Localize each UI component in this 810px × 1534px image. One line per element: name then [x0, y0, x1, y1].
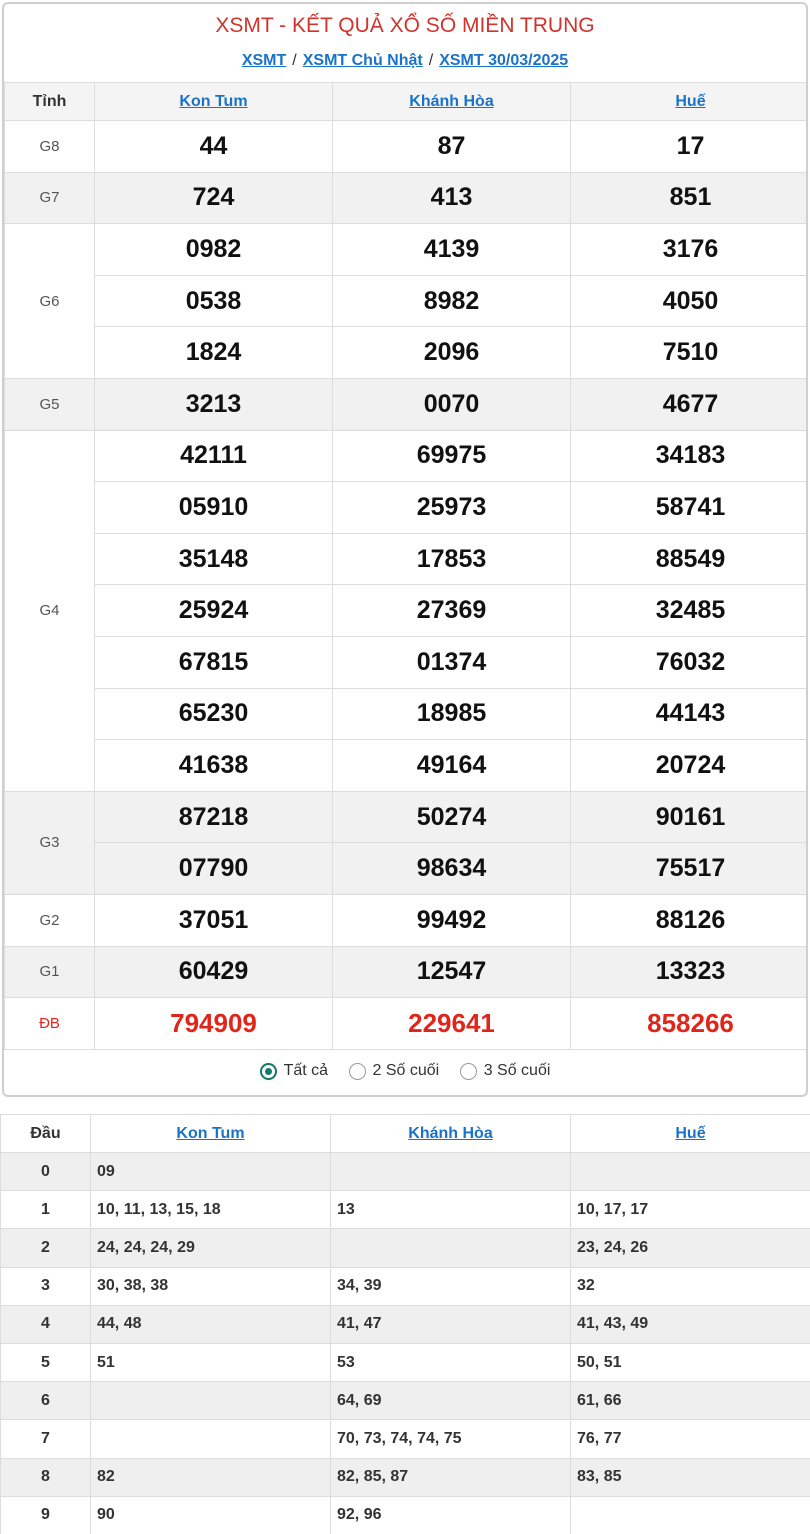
- filter-option-last-2[interactable]: [349, 1062, 440, 1080]
- prize-number: 8982: [333, 275, 571, 327]
- prize-number: 05910: [95, 482, 333, 534]
- prize-number: 35148: [95, 533, 333, 585]
- prize-number: 99492: [333, 894, 571, 946]
- loto-row: [1, 1267, 810, 1305]
- prize-number: 4050: [571, 275, 809, 327]
- filter-option-label: 2 Số cuối: [372, 1062, 440, 1079]
- prize-number: 4139: [333, 224, 571, 276]
- prize-row: [5, 327, 809, 379]
- prize-number: 851: [571, 172, 809, 224]
- prize-label: G7: [5, 172, 95, 224]
- province-link-hue[interactable]: Huế: [675, 92, 706, 110]
- breadcrumb: [4, 52, 806, 70]
- prize-number: 3176: [571, 224, 809, 276]
- loto-province-link-khanh-hoa[interactable]: Khánh Hòa: [408, 1124, 493, 1142]
- loto-values: [331, 1229, 571, 1267]
- loto-values: 10, 11, 13, 15, 18: [91, 1191, 331, 1229]
- prize-number: 88126: [571, 894, 809, 946]
- loto-values: 30, 38, 38: [91, 1267, 331, 1305]
- prize-number: 65230: [95, 688, 333, 740]
- filter-option-all[interactable]: [260, 1062, 328, 1080]
- breadcrumb-separator: /: [292, 52, 297, 69]
- loto-row: [1, 1343, 810, 1381]
- prize-number: 4677: [571, 378, 809, 430]
- results-body: [5, 121, 809, 1050]
- prize-number: 18985: [333, 688, 571, 740]
- prize-label: G4: [5, 430, 95, 791]
- loto-values: 64, 69: [331, 1382, 571, 1420]
- loto-row: [1, 1191, 810, 1229]
- prize-row: [5, 121, 809, 173]
- loto-values: 32: [571, 1267, 810, 1305]
- loto-values: 76, 77: [571, 1420, 810, 1458]
- breadcrumb-separator: /: [428, 52, 434, 69]
- prize-row: [5, 224, 809, 276]
- prize-row: [5, 894, 809, 946]
- prize-number: 58741: [571, 482, 809, 534]
- loto-values: 13: [331, 1191, 571, 1229]
- loto-values: [571, 1153, 810, 1191]
- loto-row: [1, 1496, 810, 1534]
- loto-values: 41, 43, 49: [571, 1305, 810, 1343]
- loto-values: 50, 51: [571, 1343, 810, 1381]
- loto-values: 83, 85: [571, 1458, 810, 1496]
- province-header: [91, 1115, 331, 1153]
- prize-number: 37051: [95, 894, 333, 946]
- loto-head-digit: 5: [1, 1343, 91, 1381]
- prize-number: 69975: [333, 430, 571, 482]
- filter-option-last-3[interactable]: [460, 1062, 551, 1080]
- prize-label: G2: [5, 894, 95, 946]
- loto-values: [91, 1420, 331, 1458]
- breadcrumb-date-link[interactable]: XSMT 30/03/2025: [439, 52, 569, 69]
- loto-values: 24, 24, 24, 29: [91, 1229, 331, 1267]
- results-card: [2, 2, 808, 1097]
- results-header-row: [5, 83, 809, 121]
- prize-number: 87: [333, 121, 571, 173]
- loto-row: [1, 1382, 810, 1420]
- breadcrumb-weekday-link[interactable]: XSMT Chủ Nhật: [302, 52, 423, 69]
- prize-row: [5, 843, 809, 895]
- prize-number: 2096: [333, 327, 571, 379]
- prize-number: 49164: [333, 740, 571, 792]
- prize-number: 25924: [95, 585, 333, 637]
- loto-row: [1, 1153, 810, 1191]
- prize-number: 44: [95, 121, 333, 173]
- prize-number: 50274: [333, 791, 571, 843]
- filter-option-label: Tất cả: [283, 1062, 329, 1079]
- prize-number: 794909: [95, 998, 333, 1050]
- loto-row: [1, 1229, 810, 1267]
- province-header: [331, 1115, 571, 1153]
- prize-number: 0982: [95, 224, 333, 276]
- prize-number: 20724: [571, 740, 809, 792]
- prize-number: 32485: [571, 585, 809, 637]
- loto-values: 82, 85, 87: [331, 1458, 571, 1496]
- results-table: [4, 82, 808, 1050]
- loto-province-link-hue[interactable]: Huế: [675, 1124, 706, 1142]
- prize-number: 12547: [333, 946, 571, 998]
- loto-body: [1, 1153, 810, 1534]
- province-header: [571, 83, 809, 121]
- prize-number: 60429: [95, 946, 333, 998]
- prize-number: 858266: [571, 998, 809, 1050]
- loto-values: [331, 1153, 571, 1191]
- loto-values: 51: [91, 1343, 331, 1381]
- prize-number: 42111: [95, 430, 333, 482]
- province-label-header: Tỉnh: [5, 83, 95, 121]
- prize-row: [5, 636, 809, 688]
- loto-values: 34, 39: [331, 1267, 571, 1305]
- prize-number: 07790: [95, 843, 333, 895]
- breadcrumb-xsmt-link[interactable]: XSMT: [241, 52, 287, 69]
- prize-number: 413: [333, 172, 571, 224]
- prize-number: 17: [571, 121, 809, 173]
- prize-number: 88549: [571, 533, 809, 585]
- loto-values: [91, 1382, 331, 1420]
- loto-head-digit: 3: [1, 1267, 91, 1305]
- loto-row: [1, 1305, 810, 1343]
- loto-values: 44, 48: [91, 1305, 331, 1343]
- prize-number: 25973: [333, 482, 571, 534]
- loto-values: [571, 1496, 810, 1534]
- prize-number: 76032: [571, 636, 809, 688]
- prize-number: 13323: [571, 946, 809, 998]
- loto-head-digit: 4: [1, 1305, 91, 1343]
- loto-values: 53: [331, 1343, 571, 1381]
- loto-head-digit: 7: [1, 1420, 91, 1458]
- prize-row: [5, 533, 809, 585]
- prize-row: [5, 946, 809, 998]
- prize-number: 87218: [95, 791, 333, 843]
- loto-head-digit: 2: [1, 1229, 91, 1267]
- prize-number: 75517: [571, 843, 809, 895]
- digit-filter: [4, 1062, 806, 1085]
- prize-number: 67815: [95, 636, 333, 688]
- loto-head-label: Đầu: [1, 1115, 91, 1153]
- page-title: XSMT - KẾT QUẢ XỔ SỐ MIỀN TRUNG: [215, 14, 595, 37]
- loto-province-link-kon-tum[interactable]: Kon Tum: [176, 1124, 245, 1142]
- loto-row: [1, 1420, 810, 1458]
- prize-label: G3: [5, 791, 95, 894]
- loto-values: 92, 96: [331, 1496, 571, 1534]
- prize-number: 1824: [95, 327, 333, 379]
- prize-number: 27369: [333, 585, 571, 637]
- loto-head-digit: 8: [1, 1458, 91, 1496]
- prize-number: 17853: [333, 533, 571, 585]
- loto-header-row: [1, 1115, 810, 1153]
- province-header: [95, 83, 333, 121]
- prize-row: [5, 791, 809, 843]
- prize-number: 7510: [571, 327, 809, 379]
- prize-label: G6: [5, 224, 95, 379]
- prize-label: G1: [5, 946, 95, 998]
- loto-values: 41, 47: [331, 1305, 571, 1343]
- prize-number: 229641: [333, 998, 571, 1050]
- loto-values: 23, 24, 26: [571, 1229, 810, 1267]
- prize-row: [5, 688, 809, 740]
- province-header: [571, 1115, 810, 1153]
- loto-values: 09: [91, 1153, 331, 1191]
- prize-number: 98634: [333, 843, 571, 895]
- prize-row: [5, 275, 809, 327]
- loto-head-digit: 0: [1, 1153, 91, 1191]
- prize-row: [5, 482, 809, 534]
- prize-row: [5, 378, 809, 430]
- prize-number: 0070: [333, 378, 571, 430]
- prize-label: G8: [5, 121, 95, 173]
- prize-number: 41638: [95, 740, 333, 792]
- loto-head-table: [0, 1114, 810, 1534]
- radio-selected-icon[interactable]: [260, 1063, 277, 1080]
- prize-number: 3213: [95, 378, 333, 430]
- radio-icon[interactable]: [460, 1063, 477, 1080]
- filter-option-label: 3 Số cuối: [483, 1062, 551, 1079]
- loto-values: 70, 73, 74, 74, 75: [331, 1420, 571, 1458]
- prize-number: 44143: [571, 688, 809, 740]
- province-link-kon-tum[interactable]: Kon Tum: [179, 92, 248, 110]
- prize-row: [5, 430, 809, 482]
- prize-number: 34183: [571, 430, 809, 482]
- loto-head-digit: 1: [1, 1191, 91, 1229]
- loto-values: 90: [91, 1496, 331, 1534]
- loto-values: 10, 17, 17: [571, 1191, 810, 1229]
- loto-head-digit: 6: [1, 1382, 91, 1420]
- prize-number: 724: [95, 172, 333, 224]
- loto-values: 61, 66: [571, 1382, 810, 1420]
- prize-row: [5, 998, 809, 1050]
- prize-row: [5, 172, 809, 224]
- radio-icon[interactable]: [349, 1063, 366, 1080]
- prize-row: [5, 740, 809, 792]
- loto-values: 82: [91, 1458, 331, 1496]
- prize-label: G5: [5, 378, 95, 430]
- prize-number: 0538: [95, 275, 333, 327]
- prize-number: 90161: [571, 791, 809, 843]
- prize-row: [5, 585, 809, 637]
- province-link-khanh-hoa[interactable]: Khánh Hòa: [409, 92, 494, 110]
- prize-number: 01374: [333, 636, 571, 688]
- prize-label: ĐB: [5, 998, 95, 1050]
- loto-head-digit: 9: [1, 1496, 91, 1534]
- province-header: [333, 83, 571, 121]
- loto-row: [1, 1458, 810, 1496]
